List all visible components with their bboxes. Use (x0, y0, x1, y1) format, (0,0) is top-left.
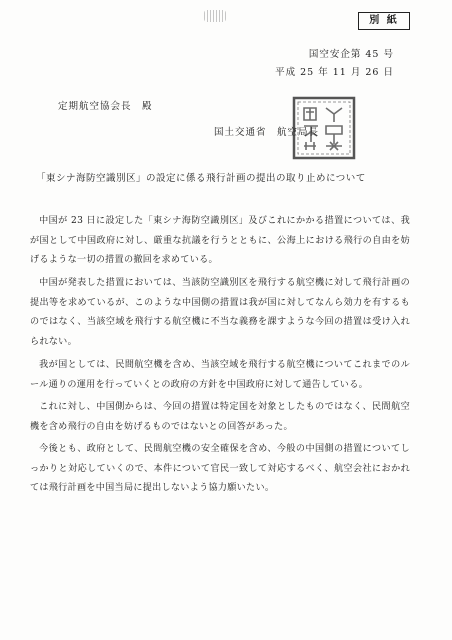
attachment-badge: 別 紙 (358, 12, 410, 30)
body-paragraph: 今後とも、政府として、民間航空機の安全確保を含め、今般の中国側の措置についてしっかりと対応していくので、本件について官民一致して対応するべく、航空会社におかれては飛行計画を中国当局に提出しないよう協力願いたい。 (30, 444, 410, 493)
subject-line: 「東シナ海防空識別区」の設定に係る飛行計画の提出の取り止めについて (36, 173, 366, 184)
sender-line: 国土交通省 航空局長 (214, 127, 320, 138)
body-paragraph: 中国が 23 日に設定した「東シナ海防空識別区」及びこれにかかる措置については、我が国として中国政府に対し、厳重な抗議を行うとともに、公海上における飛行の自由を妨げるような一切の措置の撤回を求めている。 (30, 216, 410, 265)
document-number: 国空安企第 45 号 (308, 49, 394, 60)
document-date: 平成 25 年 11 月 26 日 (275, 67, 394, 78)
body-paragraph: 中国が発表した措置においては、当該防空識別区を飛行する航空機に対して飛行計画の提出等を求めているが、このような中国側の措置は我が国に対してなんら効力を有するものではなく、当該空域を飛行する航空機に不当な義務を課すような今回の措置は受け入れられない。 (30, 278, 410, 347)
body-paragraph: 我が国としては、民間航空機を含め、当該空域を飛行する航空機についてこれまでのルール通りの運用を行っていくとの政府の方針を中国政府に対して通告している。 (30, 360, 410, 390)
scan-artifact-icon (204, 10, 226, 22)
recipient-line: 定期航空協会長 殿 (58, 101, 153, 112)
body-paragraph: これに対し、中国側からは、今回の措置は特定国を対象としたものではなく、民間航空機を含め飛行の自由を妨げるものではないとの回答があった。 (30, 402, 410, 432)
